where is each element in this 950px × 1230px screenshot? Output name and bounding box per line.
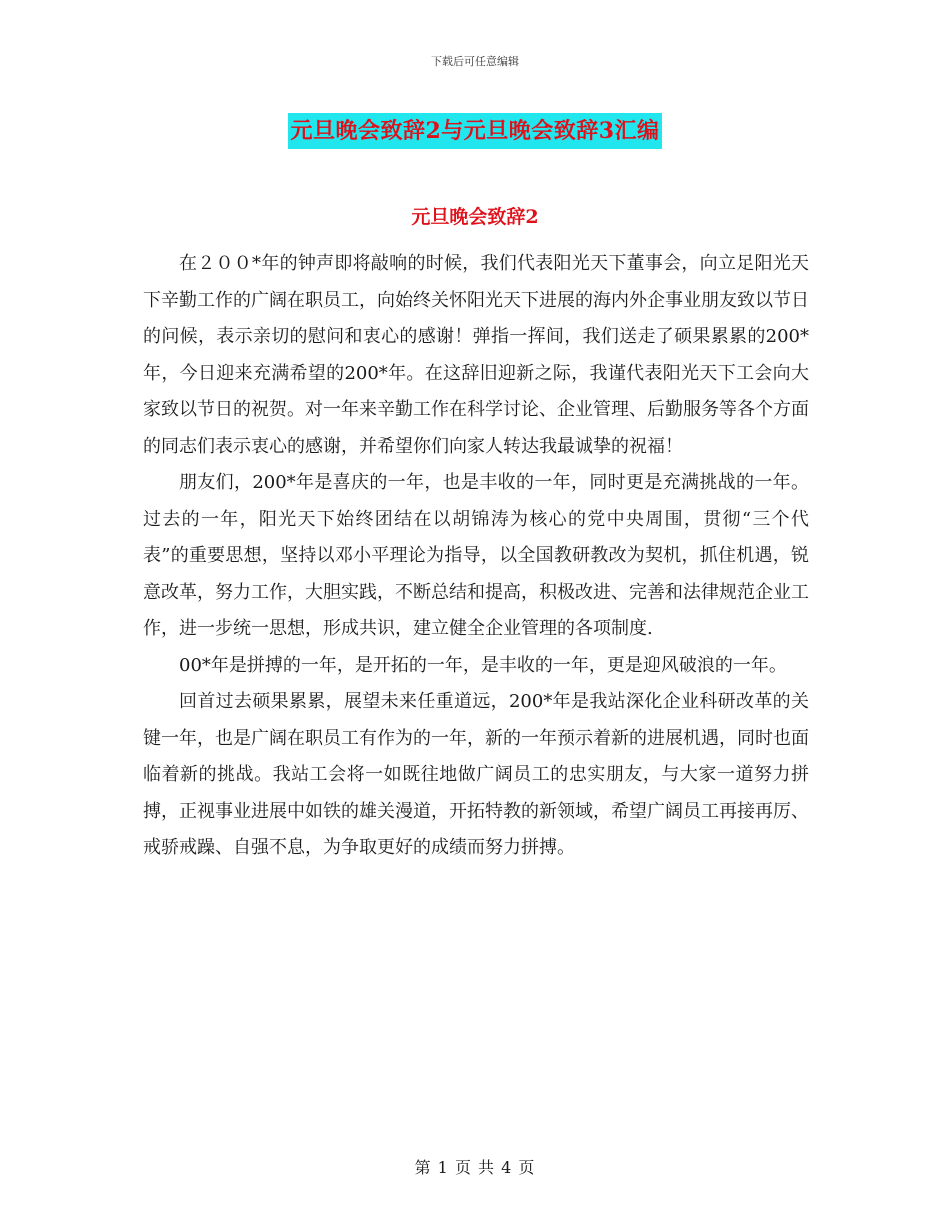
document-body (143, 246, 809, 867)
paragraph: 回首过去硕果累累，展望未来任重道远，200*年是我站深化企业科研改革的关键一年，也是广阔在职员工有作为的一年，新的一年预示着新的进展机遇，同时也面临着新的挑战。我站工会将一如既往地做广阔员工的忠实朋友，与大家一道努力拼搏，正视事业进展中如铁的雄关漫道，开拓特教的新领域，希望广阔员工再接再厉、戒骄戒躁、自强不息，为争取更好的成绩而努力拼搏。 (143, 691, 809, 858)
paragraph: 朋友们，200*年是喜庆的一年，也是丰收的一年，同时更是充满挑战的一年。过去的一年，阳光天下始终团结在以胡锦涛为核心的党中央周围，贯彻“三个代表”的重要思想，坚持以邓小平理论为指导，以全国教研教改为契机，抓住机遇，锐意改革，努力工作，大胆实践，不断总结和提高，积极改进、完善和法律规范企业工作，进一步统一思想，形成共识，建立健全企业管理的各项制度. (143, 472, 809, 639)
paragraph: 00*年是拼搏的一年，是开拓的一年，是丰收的一年，更是迎风破浪的一年。 (179, 654, 787, 676)
paragraph: 在２００*年的钟声即将敲响的时候，我们代表阳光天下董事会，向立足阳光天下辛勤工作的广阔在职员工，向始终关怀阳光天下进展的海内外企事业朋友致以节日的问候，表示亲切的慰问和衷心的感谢！弹指一挥间，我们送走了硕果累累的200*年，今日迎来充满希望的200*年。在这辞旧迎新之际，我谨代表阳光天下工会向大家致以节日的祝贺。对一年来辛勤工作在科学讨论、企业管理、后勤服务等各个方面的同志们表示衷心的感谢，并希望你们向家人转达我最诚挚的祝福！ (143, 253, 809, 457)
section-title: 元旦晚会致辞2 (411, 206, 539, 228)
page-number-footer: 第 1 页 共 4 页 (414, 1158, 536, 1177)
document-title-container (0, 113, 950, 149)
document-title: 元旦晚会致辞2与元旦晚会致辞3汇编 (288, 113, 661, 149)
page-header-note: 下载后可任意编辑 (431, 55, 519, 68)
